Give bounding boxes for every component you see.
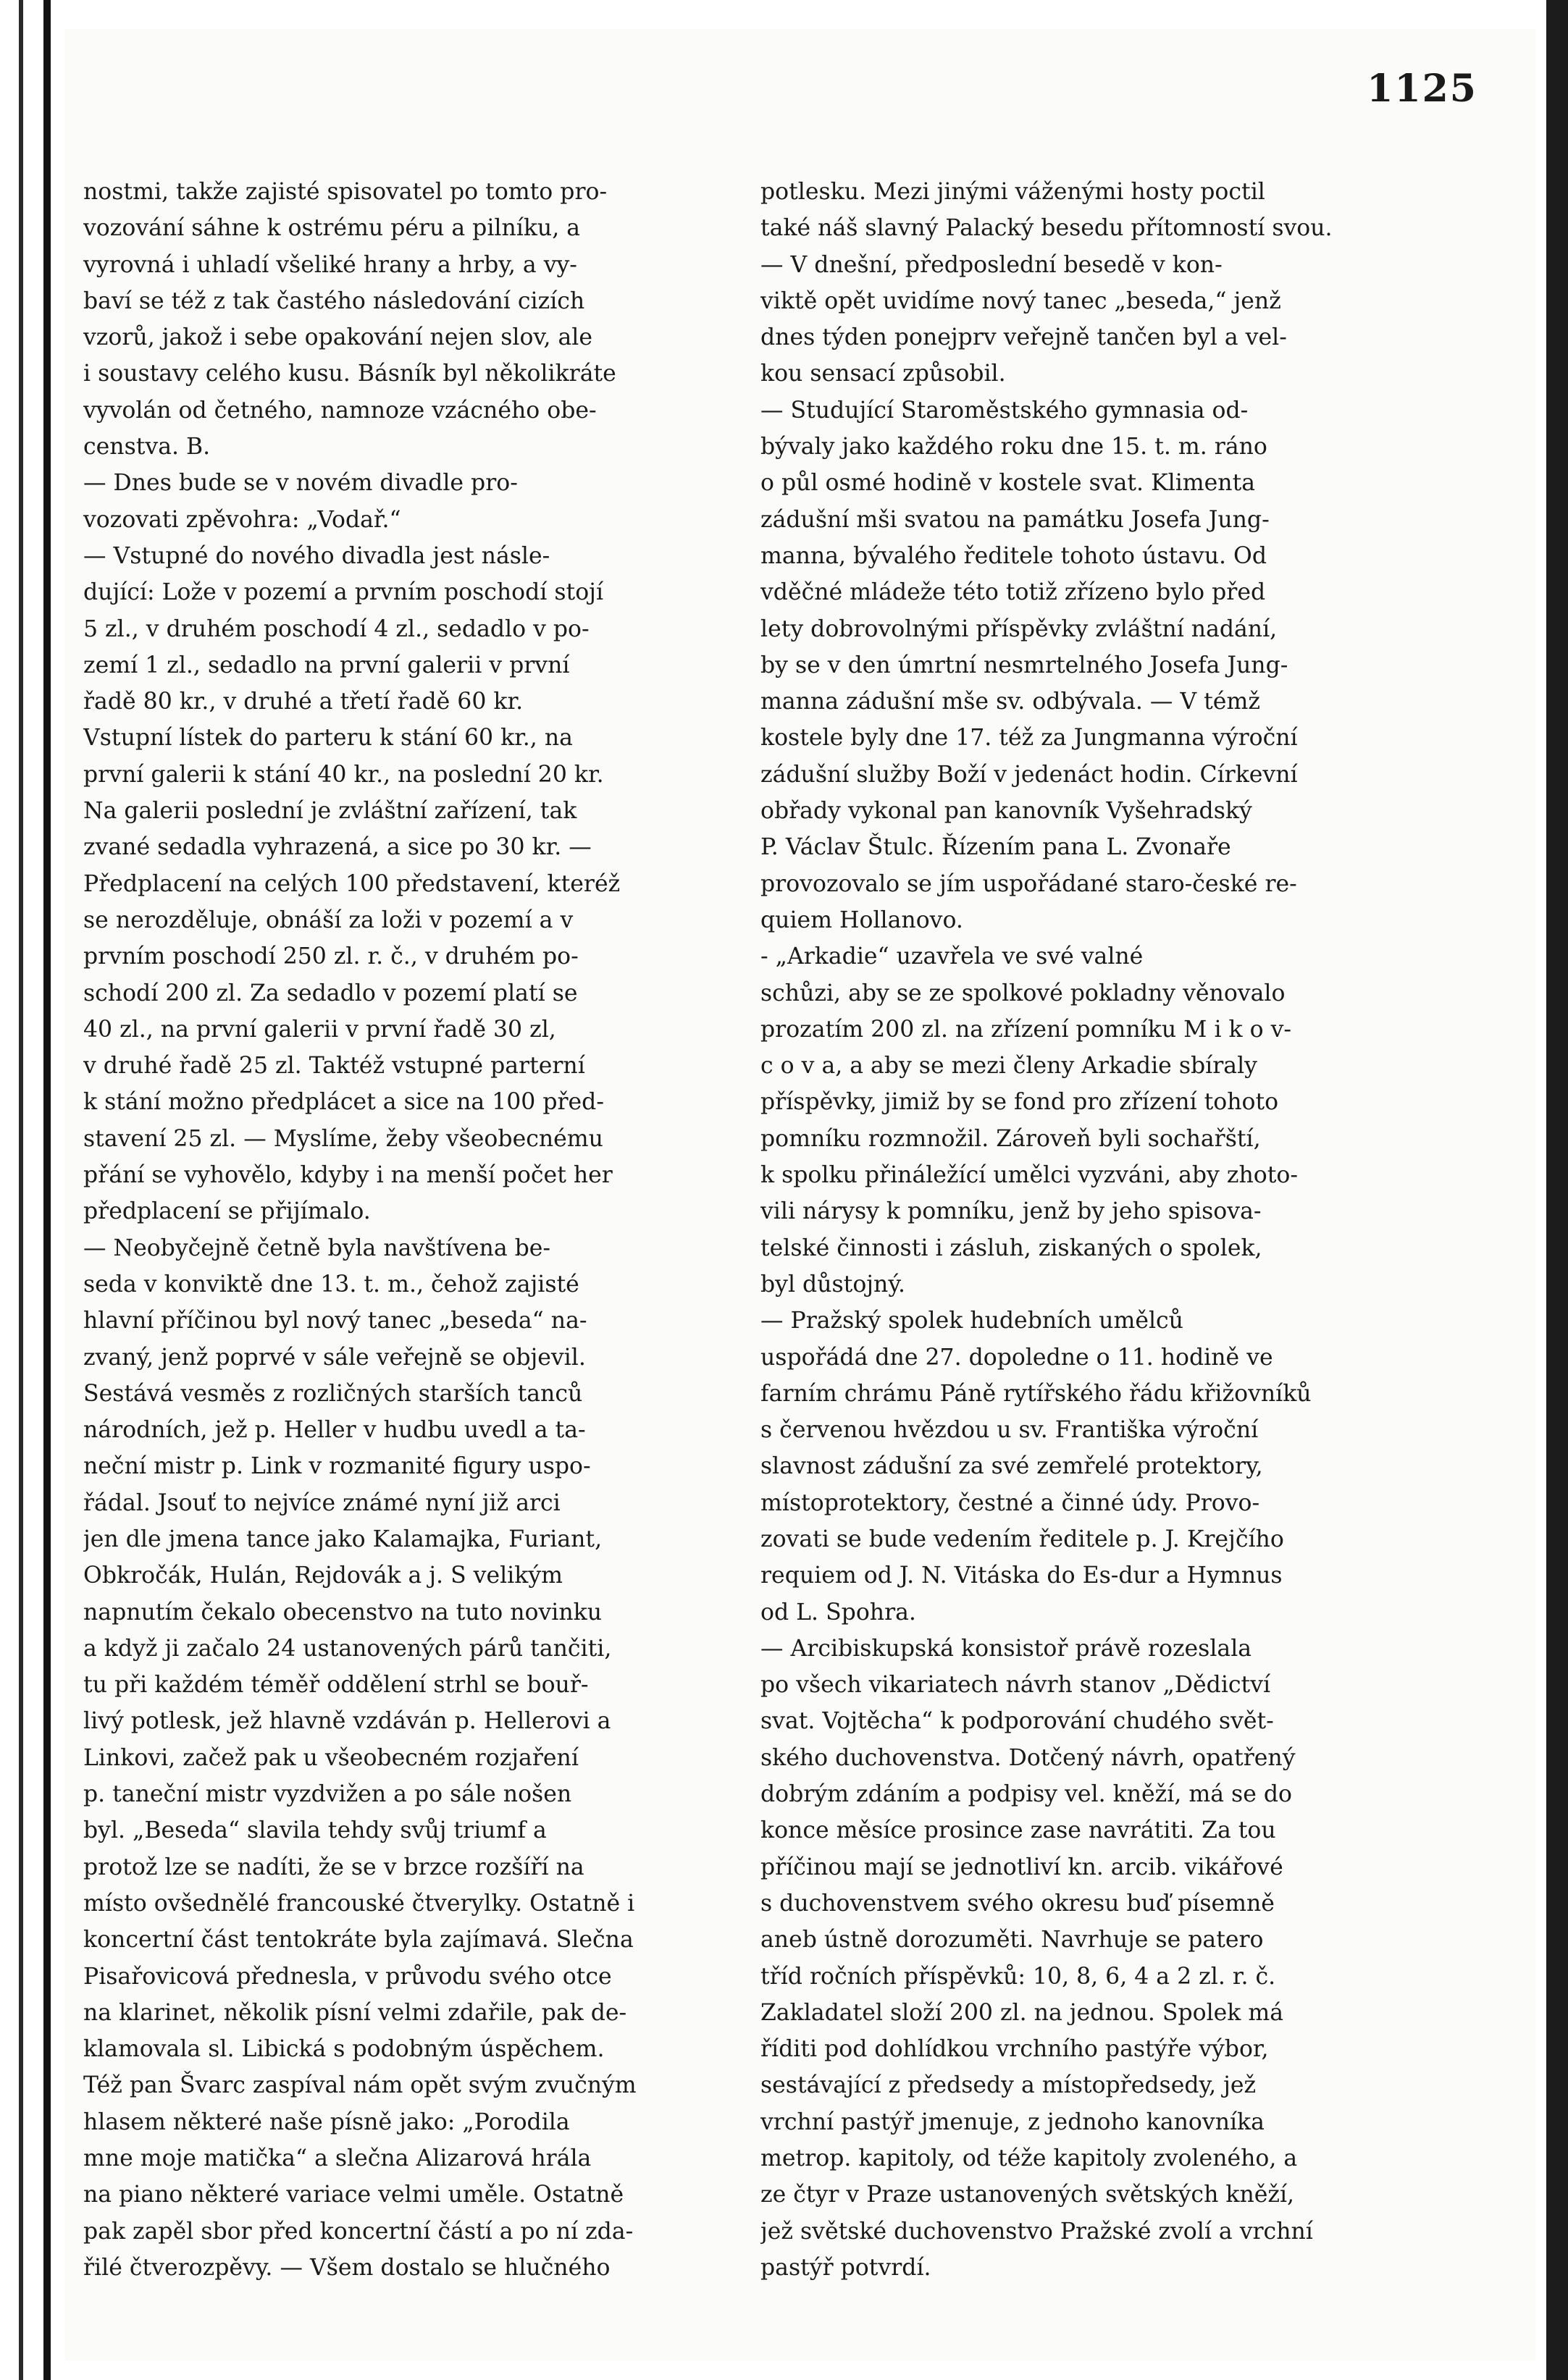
text-line: jen dle jmena tance jako Kalamajka, Furiant, <box>83 1526 603 1552</box>
text-line: a když ji začalo 24 ustanovených párů tančiti, <box>83 1635 612 1662</box>
text-line: na piano některé variace velmi uměle. Ostatně <box>83 2182 624 2208</box>
text-line: — Vstupné do nového divadla jest násle- <box>83 542 550 569</box>
text-line: telské činnosti i zásluh, ziskaných o spolek, <box>760 1235 1262 1261</box>
text-line: — Arcibiskupská konsistoř právě rozeslala <box>760 1635 1252 1662</box>
text-line: Na galerii poslední je zvláštní zařízení, tak <box>83 798 577 825</box>
text-line: tu při každém téměř oddělení strhl se bouř- <box>83 1672 589 1699</box>
text-line: schodí 200 zl. Za sedadlo v pozemí platí se <box>83 980 578 1006</box>
text-line: Vstupní lístek do parteru k stání 60 kr., na <box>83 725 573 752</box>
text-line: — V dnešní, předposlední besedě v kon- <box>760 251 1223 278</box>
text-line: v druhé řadě 25 zl. Taktéž vstupné parterní <box>83 1053 585 1080</box>
text-line: Předplacení na celých 100 představení, kteréž <box>83 870 621 897</box>
text-line: Sestává vesměs z rozličných starších tanců <box>83 1380 583 1407</box>
text-line: k stání možno předplácet a sice na 100 před- <box>83 1089 604 1116</box>
newspaper-page <box>65 29 1535 2360</box>
text-line: byl. „Beseda“ slavila tehdy svůj triumf a <box>83 1817 547 1844</box>
text-line: místoprotektory, čestné a činné údy. Provo- <box>760 1489 1260 1516</box>
text-line: hlasem některé naše písně jako: „Porodila <box>83 2108 570 2135</box>
text-line: o půl osmé hodině v kostele svat. Klimenta <box>760 470 1256 497</box>
text-line: zvané sedadla vyhrazená, a sice po 30 kr. — <box>83 834 592 861</box>
text-line: první galerii k stání 40 kr., na poslední 20 kr. <box>83 761 604 788</box>
text-line: - „Arkadie“ uzavřela ve své valné <box>760 943 1144 970</box>
text-line: pastýř potvrdí. <box>760 2254 931 2281</box>
text-line: protož lze se nadíti, že se v brzce rozšíří na <box>83 1854 584 1880</box>
text-line: vozování sáhne k ostrému péru a pilníku, a <box>83 215 581 242</box>
text-line: by se v den úmrtní nesmrtelného Josefa Jung- <box>760 652 1288 678</box>
text-line: národních, jež p. Heller v hudbu uvedl a ta- <box>83 1417 586 1444</box>
text-line: nostmi, takže zajisté spisovatel po tomto pro- <box>83 179 608 205</box>
right-text-column <box>760 174 1470 2286</box>
text-line: koncertní část tentokráte byla zajímavá. Slečna <box>83 1927 634 1954</box>
text-line: pomníku rozmnožil. Zároveň byli sochařští, <box>760 1125 1261 1152</box>
text-line: svat. Vojtěcha“ k podporování chudého svět- <box>760 1708 1274 1735</box>
text-line: stavení 25 zl. — Myslíme, žeby všeobecnému <box>83 1125 603 1152</box>
text-line: P. Václav Štulc. Řízením pana L. Zvonaře <box>760 834 1231 861</box>
scan-border-right <box>1546 0 1568 2380</box>
text-line: 40 zl., na první galerii v první řadě 30 zl, <box>83 1016 556 1043</box>
text-line: Též pan Švarc zaspíval nám opět svým zvučným <box>83 2072 637 2099</box>
text-line: Linkovi, začež pak u všeobecném rozjaření <box>83 1744 579 1771</box>
text-line: provozovalo se jím uspořádané staro-české re- <box>760 870 1297 897</box>
text-line: vili nárysy k pomníku, jenž by jeho spisova- <box>760 1198 1262 1225</box>
text-line: příčinou mají se jednotliví kn. arcib. vikářové <box>760 1854 1283 1880</box>
text-line: vzorů, jakož i sebe opakování nejen slov, ale <box>83 324 592 351</box>
text-line: slavnost zádušní za své zemřelé protektory, <box>760 1453 1263 1480</box>
text-line: sestávající z předsedy a místopředsedy, jež <box>760 2072 1257 2099</box>
text-line: i soustavy celého kusu. Básník byl několikráte <box>83 361 616 387</box>
text-line: baví se též z tak častého následování cizích <box>83 287 585 314</box>
text-line: přání se vyhovělo, kdyby i na menší počet her <box>83 1162 613 1189</box>
text-line: ského duchovenstva. Dotčený návrh, opatřený <box>760 1744 1296 1771</box>
text-line: p. taneční mistr vyzdvižen a po sále nošen <box>83 1781 572 1808</box>
text-line: zemí 1 zl., sedadlo na první galerii v první <box>83 652 570 678</box>
text-line: řádal. Jsouť to nejvíce známé nyní již arci <box>83 1489 561 1516</box>
text-line: na klarinet, několik písní velmi zdařile, pak de- <box>83 1999 627 2026</box>
text-line: — Pražský spolek hudebních umělců <box>760 1308 1183 1334</box>
text-line: pak zapěl sbor před koncertní částí a po ní zda- <box>83 2218 634 2245</box>
text-line: od L. Spohra. <box>760 1599 916 1626</box>
text-line: lety dobrovolnými příspěvky zvláštní nadání, <box>760 615 1278 642</box>
text-line: manna, bývalého ředitele tohoto ústavu. Od <box>760 542 1267 569</box>
text-line: Zakladatel složí 200 zl. na jednou. Spolek má <box>760 1999 1284 2026</box>
text-line: jež světské duchovenstvo Pražské zvolí a vrchní <box>760 2218 1313 2245</box>
text-line: aneb ústně dorozuměti. Navrhuje se patero <box>760 1927 1264 1954</box>
text-line: metrop. kapitoly, od téže kapitoly zvoleného, a <box>760 2145 1298 2172</box>
text-line: zádušní mši svatou na památku Josefa Jung- <box>760 506 1270 533</box>
text-line: prozatím 200 zl. na zřízení pomníku M i k o v- <box>760 1016 1292 1043</box>
text-line: prvním poschodí 250 zl. r. č., v druhém po- <box>83 943 579 970</box>
text-line: mne moje matička“ a slečna Alizarová hrála <box>83 2145 592 2172</box>
text-line: příspěvky, jimiž by se fond pro zřízení tohoto <box>760 1089 1279 1116</box>
left-text-column <box>83 174 735 2286</box>
scan-border-left <box>0 0 51 2380</box>
text-line: dobrým zdáním a podpisy vel. kněží, má se do <box>760 1781 1292 1808</box>
text-line: dující: Lože v pozemí a prvním poschodí stojí <box>83 579 604 606</box>
text-line: potlesku. Mezi jinými váženými hosty poctil <box>760 179 1265 205</box>
text-line: řadě 80 kr., v druhé a třetí řadě 60 kr. <box>83 689 524 715</box>
text-line: s duchovenstvem svého okresu buď písemně <box>760 1890 1275 1917</box>
text-line: klamovala sl. Libická s podobným úspěchem. <box>83 2036 605 2063</box>
text-line: vyvolán od četného, namnoze vzácného obe- <box>83 397 597 424</box>
text-line: livý potlesk, jež hlavně vzdáván p. Hellerovi a <box>83 1708 611 1735</box>
text-line: zvaný, jenž poprvé v sále veřejně se objevil. <box>83 1344 586 1371</box>
text-line: dnes týden ponejprv veřejně tančen byl a vel- <box>760 324 1287 351</box>
text-line: manna zádušní mše sv. odbývala. — V témž <box>760 689 1260 715</box>
text-line: requiem od J. N. Vitáska do Es-dur a Hymnus <box>760 1563 1283 1589</box>
text-line: — Neobyčejně četně byla navštívena be- <box>83 1235 551 1261</box>
text-line: konce měsíce prosince zase navrátiti. Za tou <box>760 1817 1276 1844</box>
page-number: 1125 <box>1367 67 1477 111</box>
text-line: 5 zl., v druhém poschodí 4 zl., sedadlo v po- <box>83 615 590 642</box>
text-line: Obkročák, Hulán, Rejdovák a j. S velikým <box>83 1563 563 1589</box>
text-line: vděčné mládeže této totiž zřízeno bylo před <box>760 579 1266 606</box>
text-line: censtva. B. <box>83 434 211 461</box>
text-line: řilé čtverozpěvy. — Všem dostalo se hlučného <box>83 2254 611 2281</box>
text-line: neční mistr p. Link v rozmanité figury uspo- <box>83 1453 591 1480</box>
text-line: schůzi, aby se ze spolkové pokladny věnovalo <box>760 980 1286 1006</box>
text-line: předplacení se přijímalo. <box>83 1198 371 1225</box>
text-line: k spolku přináležící umělci vyzváni, aby zhoto- <box>760 1162 1298 1189</box>
text-line: — Dnes bude se v novém divadle pro- <box>83 470 518 497</box>
text-line: místo ovšednělé francouské čtverylky. Ostatně i <box>83 1890 635 1917</box>
text-line: ze čtyr v Praze ustanovených světských kněží, <box>760 2182 1295 2208</box>
text-line: tříd ročních příspěvků: 10, 8, 6, 4 a 2 zl. r. č. <box>760 1963 1276 1990</box>
text-line: viktě opět uvidíme nový tanec „beseda,“ jenž <box>760 287 1281 314</box>
text-line: napnutím čekalo obecenstvo na tuto novinku <box>83 1599 603 1626</box>
text-line: zovati se bude vedením ředitele p. J. Krejčího <box>760 1526 1284 1552</box>
text-line: říditi pod dohlídkou vrchního pastýře výbor, <box>760 2036 1269 2063</box>
text-line: hlavní příčinou byl nový tanec „beseda“ na- <box>83 1308 587 1334</box>
text-line: obřady vykonal pan kanovník Vyšehradský <box>760 798 1252 825</box>
text-line: kou sensací způsobil. <box>760 361 1006 387</box>
text-line: seda v konviktě dne 13. t. m., čehož zajisté <box>83 1271 579 1298</box>
text-line: vrchní pastýř jmenuje, z jednoho kanovníka <box>760 2108 1265 2135</box>
text-line: c o v a, a aby se mezi členy Arkadie sbíraly <box>760 1053 1257 1080</box>
text-line: se nerozděluje, obnáší za loži v pozemí a v <box>83 907 574 933</box>
text-line: vozovati zpěvohra: „Vodař.“ <box>83 506 401 533</box>
text-line: s červenou hvězdou u sv. Františka výroční <box>760 1417 1259 1444</box>
text-line: po všech vikariatech návrh stanov „Dědictví <box>760 1672 1271 1699</box>
text-line: bývaly jako každého roku dne 15. t. m. ráno <box>760 434 1267 461</box>
text-line: farním chrámu Páně rytířského řádu křižovníků <box>760 1380 1312 1407</box>
text-line: uspořádá dne 27. dopoledne o 11. hodině ve <box>760 1344 1273 1371</box>
text-line: také náš slavný Palacký besedu přítomností svou. <box>760 215 1333 242</box>
text-line: zádušní služby Boží v jedenáct hodin. Církevní <box>760 761 1298 788</box>
text-line: kostele byly dne 17. též za Jungmanna výroční <box>760 725 1298 752</box>
text-line: byl důstojný. <box>760 1271 905 1298</box>
text-line: vyrovná i uhladí všeliké hrany a hrby, a vy- <box>83 251 577 278</box>
text-line: Pisařovicová přednesla, v průvodu svého otce <box>83 1963 612 1990</box>
text-line: — Studující Staroměstského gymnasia od- <box>760 397 1249 424</box>
text-line: quiem Hollanovo. <box>760 907 963 933</box>
